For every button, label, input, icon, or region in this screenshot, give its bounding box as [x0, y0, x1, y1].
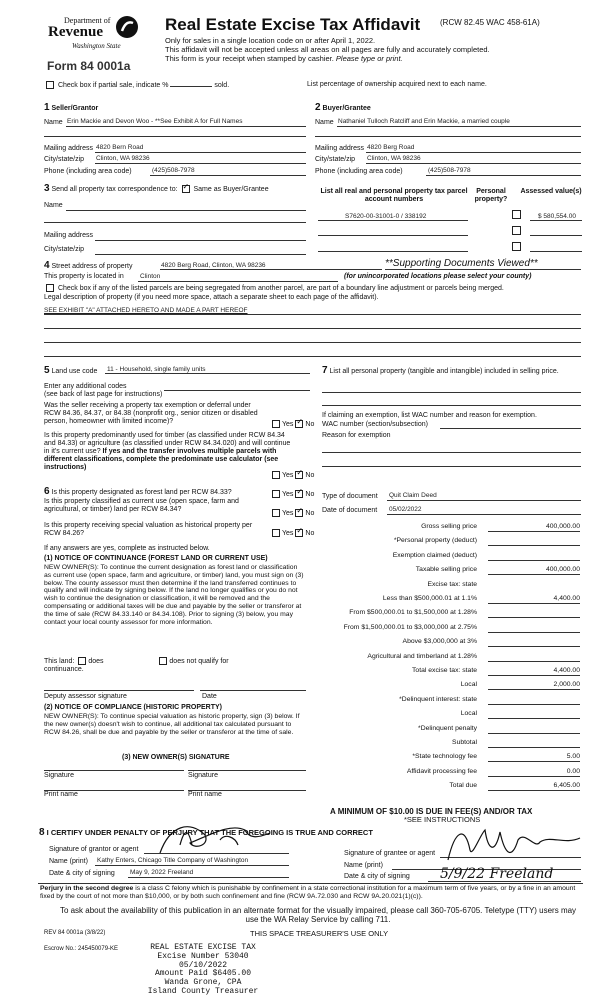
stamp-line-6: Island County Treasurer	[147, 986, 259, 996]
agency-line1: Department of	[64, 16, 111, 25]
grantee-name-label: Name (print)	[344, 862, 383, 869]
perjury-text: Perjury in the second degree is a class C felony which is punishable by confinement in a state correctional institution for a maximum term of five years, or by a fine in an amount fixed by the court of not more than $10,000, or by both such confinement and fine (RCW 9A.72.030 and RCW 9A.20.021(1)(c)).	[40, 885, 576, 900]
parcel-number[interactable]: S7620-00-31001-0 / 338192	[345, 213, 427, 220]
agency-line2: Revenue	[48, 24, 103, 40]
forest-q2-no-checkbox[interactable]	[295, 509, 303, 517]
continuance-text: NEW OWNER(S): To continue the current designation as forest land or classification as current use (open space, farm and agriculture, or timber) land, you must sign on (3) below. The county assessor must then determine if the land transferred continues to qualify and will indicate by signing below. If the land no longer qualifies or you do not wish to continue the designation or classification, it will be removed and the compensating or additional taxes will be due and payable by the seller or transferor at the time of sale (RCW 84.33.140 or 84.34.108). Prior to signing (3) below, you may contact your local county assessor for more information.	[44, 564, 304, 626]
forest-q1-yes-checkbox[interactable]	[272, 490, 280, 498]
stamp-line-1: REAL ESTATE EXCISE TAX	[150, 943, 256, 952]
owner-sig-label-1: Signature	[44, 772, 74, 779]
forest-q3-yesno: Yes✓ No	[270, 529, 314, 538]
personal-property-checkbox-2[interactable]	[512, 226, 521, 235]
tax-row-line	[488, 574, 580, 575]
does-qualify-checkbox[interactable]	[78, 657, 86, 665]
property-located[interactable]: Clinton	[140, 273, 161, 280]
street-row: 4 Street address of property	[44, 260, 133, 271]
seller-name-label: Name	[44, 119, 63, 126]
continuance-heading: (1) NOTICE OF CONTINUANCE (FOREST LAND OR CURRENT USE)	[44, 555, 268, 562]
tax-row-label: From $1,500,000.01 to $3,000,000 at 2.75%	[343, 623, 477, 631]
ownership-note: List percentage of ownership acquired next to each name.	[307, 81, 487, 88]
assessed-col-header: Assessed value(s)	[520, 188, 582, 195]
tax-row-value[interactable]: 2,000.00	[553, 681, 580, 689]
buyer-city-label: City/state/zip	[315, 156, 356, 163]
grantee-signature-icon	[440, 820, 590, 870]
owner-sig-label-2: Signature	[188, 772, 218, 779]
tax-row-label: Gross selling price	[421, 523, 477, 530]
seller-phone[interactable]: (425)508-7978	[152, 167, 195, 174]
land-use-code[interactable]: 11 - Household, single family units	[107, 366, 206, 373]
located-label: This property is located in	[44, 273, 124, 280]
assessed-value[interactable]: $ 580,554.00	[538, 213, 576, 220]
grantor-signature-icon	[150, 815, 290, 860]
tax-row-value[interactable]: 5.00	[566, 753, 580, 761]
seller-city[interactable]: Clinton, WA 98236	[96, 155, 150, 162]
tax-row-line	[488, 790, 580, 791]
tax-row-label: Taxable selling price	[415, 566, 477, 574]
agency-logo	[48, 14, 143, 59]
forest-q3: Is this property receiving special valuation as historical property per RCW 84.26?	[44, 522, 253, 538]
partial-sale-checkbox[interactable]	[46, 81, 54, 89]
legal-label: Legal description of property (if you need more space, attach a separate sheet to each page of the affidavit).	[44, 294, 379, 301]
doc-date-label: Date of document	[322, 507, 378, 514]
forest-q2: Is this property classified as current use (open space, farm and agricultural, or timber) land per RCW 84.34?	[44, 498, 239, 514]
notice-2: This affidavit will not be accepted unless all areas on all pages are fully and accurately completed.	[165, 45, 490, 54]
seller-heading: 1 Seller/Grantor	[44, 102, 99, 113]
parcel-col-header: List all real and personal property tax parcel account numbers	[320, 188, 468, 204]
deputy-sig-label: Deputy assessor signature	[44, 693, 127, 700]
land-q1-yesno: Yes✓ No	[270, 420, 314, 429]
new-owner-heading: (3) NEW OWNER(S) SIGNATURE	[122, 754, 230, 761]
this-land-row: This land: does does not qualify for	[44, 657, 229, 665]
tax-row-line	[488, 603, 580, 604]
agency-line3: Washington State	[72, 42, 121, 50]
partial-sale-row: Check box if partial sale, indicate % sold.	[44, 81, 229, 90]
doc-date[interactable]: 05/02/2022	[389, 506, 422, 513]
forest-q1-yesno: Yes✓ No	[270, 490, 314, 499]
stamp-line-3: 05/10/2022	[178, 960, 227, 970]
personal-col-header: Personal property?	[474, 188, 508, 204]
grantor-date[interactable]: May 9, 2022 Freeland	[130, 869, 194, 876]
alternate-format: To ask about the availability of this publication in an alternate format for the visually impaired, please call 360-705-6705. Teletype (TTY) users may use the WA Relay Service by calling 711.	[59, 906, 577, 925]
seller-phone-label: Phone (including area code)	[44, 168, 132, 175]
buyer-phone[interactable]: (425)508-7978	[428, 167, 471, 174]
tax-row-value[interactable]: 4,400.00	[553, 667, 580, 674]
tax-row-line	[488, 617, 580, 618]
buyer-name-label: Name	[315, 119, 334, 126]
doc-type[interactable]: Quit Claim Deed	[389, 492, 437, 499]
personal-property-checkbox-1[interactable]	[512, 210, 521, 219]
tax-row-line	[488, 776, 580, 777]
corr-city-label: City/state/zip	[44, 246, 85, 253]
supporting-docs: **Supporting Documents Viewed**	[385, 258, 538, 269]
land-q1: Was the seller receiving a property tax exemption or deferral under RCW 84.36, 84.37, or 84.38 (nonprofit org., senior citizen or disabled person, homeowner with limited income)?	[44, 402, 258, 426]
owner-print-label-1: Print name	[44, 791, 78, 798]
does-not-qualify-checkbox[interactable]	[159, 657, 167, 665]
tax-row-line	[488, 560, 580, 561]
seller-city-label: City/state/zip	[44, 156, 85, 163]
minimum-due: A MINIMUM OF $10.00 IS DUE IN FEE(S) AND/OR TAX	[330, 807, 533, 816]
buyer-heading: 2 Buyer/Grantee	[315, 102, 371, 113]
forest-q2-yes-checkbox[interactable]	[272, 509, 280, 517]
tax-row-line	[488, 718, 580, 719]
treasurer-stamp	[128, 944, 278, 997]
seller-name[interactable]: Erin Mackie and Devon Woo - **See Exhibit A for Full Names	[67, 118, 243, 125]
tax-row-label: Local	[460, 710, 477, 718]
land-use-row: 5 Land use code	[44, 365, 98, 376]
escrow-number: Escrow No.: 245450079-KE	[44, 946, 119, 952]
form-number: Form 84 0001a	[47, 59, 131, 73]
forest-q1: 6 Is this property designated as forest land per RCW 84.33?	[44, 486, 232, 497]
same-as-buyer-checkbox[interactable]	[182, 185, 190, 193]
buyer-phone-label: Phone (including area code)	[315, 168, 403, 175]
notice-3: This form is your receipt when stamped by cashier. Please type or print.	[165, 54, 403, 63]
tax-row-line	[488, 733, 580, 734]
tax-row-label: Total due	[449, 782, 477, 790]
additional-codes-note: (see back of last page for instructions)	[44, 391, 163, 398]
land-q2: Is this property predominantly used for timber (as classified under RCW 84.34 and 84.33) or agriculture (as classified under RCW 84.34.020) and will continue in it's current use? If yes and the transfer involves multiple parcels with different classifications, complete the predominate use calculator (see instructions)	[44, 432, 291, 472]
compliance-heading: (2) NOTICE OF COMPLIANCE (HISTORIC PROPERTY)	[44, 704, 222, 711]
stamp-line-2: Excise Number 53040	[157, 951, 249, 961]
tax-row-line	[488, 661, 580, 662]
legal-description[interactable]: SEE EXHIBIT "A" ATTACHED HERETO AND MADE A PART HEREOF	[44, 307, 248, 314]
grantee-sig-label: Signature of grantee or agent	[344, 850, 436, 857]
seller-mailing[interactable]: 4820 Bern Road	[96, 144, 144, 151]
grantor-sig-label: Signature of grantor or agent	[49, 846, 139, 853]
buyer-city[interactable]: Clinton, WA 98236	[367, 155, 421, 162]
property-street[interactable]: 4820 Berg Road, Clinton, WA 98236	[161, 262, 266, 269]
form-citation: (RCW 82.45 WAC 458-61A)	[440, 18, 540, 27]
tax-row-label: Total excise tax: state	[412, 667, 477, 674]
logo-mark-icon	[114, 14, 140, 40]
land-q2-yesno: Yes✓ No	[270, 471, 314, 480]
seller-mailing-label: Mailing address	[44, 145, 94, 152]
forest-q3-yes-checkbox[interactable]	[272, 529, 280, 537]
tax-row-label: *Delinquent penalty	[418, 724, 477, 732]
tax-row-line	[488, 646, 580, 647]
compliance-text: NEW OWNER(S): To continue special valuation as historic property, sign (3) below. If the new owner(s) doesn't wish to continue, all additional tax calculated pursuant to RCW 84.26, shall be due and payable by the seller or transferor at the time of sale.	[44, 713, 300, 736]
tax-row-value[interactable]: 4,400.00	[553, 595, 580, 602]
tax-row-label: Subtotal	[452, 739, 477, 746]
tax-row-value[interactable]: 400,000.00	[545, 523, 580, 530]
treasurer-note: THIS SPACE TREASURER'S USE ONLY	[250, 929, 389, 938]
deputy-date-label: Date	[202, 693, 217, 700]
tax-row-label: From $500,000.01 to $1,500,000 at 1.28%	[349, 609, 477, 617]
certify-heading: 8 I CERTIFY UNDER PENALTY OF PERJURY THAT THE FOREGOING IS TRUE AND CORRECT	[39, 827, 373, 838]
buyer-name[interactable]: Nathaniel Tulloch Ratcliff and Erin Mackie, a married couple	[338, 118, 510, 125]
buyer-mailing-label: Mailing address	[315, 145, 365, 152]
grantee-date-label: Date & city of signing	[344, 873, 410, 880]
tax-row-line	[488, 704, 580, 705]
stamp-line-4: Amount Paid $6405.00	[154, 969, 251, 979]
tax-row-value[interactable]: 0.00	[566, 767, 580, 775]
buyer-mailing[interactable]: 4820 Berg Road	[367, 144, 415, 151]
land-q1-yes-checkbox[interactable]	[272, 420, 280, 428]
grantor-date-label: Date & city of signing	[49, 870, 115, 877]
grantee-date[interactable]: 5/9/22 Freeland	[440, 866, 554, 882]
tax-row-line	[488, 675, 580, 676]
tax-computation-table	[322, 522, 582, 798]
tax-row-label: Exemption claimed (deduct)	[392, 551, 477, 559]
tax-row-label: Less than $500,000.01 at 1.1%	[382, 595, 477, 602]
tax-row-label: *Personal property (deduct)	[393, 537, 477, 545]
tax-row-line	[488, 545, 580, 546]
segregated-checkbox[interactable]	[46, 284, 54, 292]
doc-type-label: Type of document	[322, 493, 378, 500]
owner-print-label-2: Print name	[188, 791, 222, 798]
segregated-row: Check box if any of the listed parcels are being segregated from another parcel, are part of a boundary line adjustment or parcels being merged.	[44, 284, 584, 293]
forest-q1-no-checkbox[interactable]	[295, 490, 303, 498]
located-note: (for unincorporated locations please select your county)	[344, 273, 532, 280]
grantor-name-label: Name (print)	[49, 858, 88, 865]
tax-row-label: Excise tax: state	[427, 580, 477, 588]
additional-codes-label: Enter any additional codes	[44, 383, 127, 390]
land-q2-no-checkbox[interactable]	[295, 471, 303, 479]
tax-row-value[interactable]: 6,405.00	[553, 782, 580, 790]
land-q2-yes-checkbox[interactable]	[272, 471, 280, 479]
correspondence-row: 3 Send all property tax correspondence to: ✓ Same as Buyer/Grantee	[44, 183, 269, 195]
exemption-label: If claiming an exemption, list WAC number and reason for exemption.	[322, 412, 537, 419]
corr-mailing-label: Mailing address	[44, 232, 94, 239]
form-title: Real Estate Excise Tax Affidavit	[165, 15, 421, 34]
land-q1-no-checkbox[interactable]	[295, 420, 303, 428]
tax-row-line	[488, 531, 580, 532]
corr-name-label: Name	[44, 202, 63, 209]
tax-row-value[interactable]: 400,000.00	[545, 566, 580, 574]
tax-row-line	[488, 747, 580, 748]
forest-q3-no-checkbox[interactable]	[295, 529, 303, 537]
rev-number: REV 84 0001a (3/8/22)	[44, 930, 106, 936]
tax-row-line	[488, 632, 580, 633]
forest-if-yes: If any answers are yes, complete as instructed below.	[44, 545, 210, 552]
tax-row-label: Agricultural and timberland at 1.28%	[367, 652, 477, 660]
tax-row-label: Above $3,000,000 at 3%	[402, 638, 477, 646]
continuance-word: continuance.	[44, 666, 84, 673]
tax-row-label: *State technology fee	[412, 753, 477, 761]
tax-row-label: *Delinquent interest: state	[399, 695, 477, 703]
forest-q2-yesno: Yes✓ No	[270, 509, 314, 518]
wac-label: WAC number (section/subsection)	[322, 421, 428, 428]
personal-property-checkbox-3[interactable]	[512, 242, 521, 251]
tax-row-line	[488, 689, 580, 690]
notice-1: Only for sales in a single location code on or after April 1, 2022.	[165, 36, 376, 45]
tax-row-label: Affidavit processing fee	[406, 767, 477, 775]
tax-row-label: Local	[460, 681, 477, 689]
reason-label: Reason for exemption	[322, 432, 391, 439]
tax-row-line	[488, 761, 580, 762]
grantor-name[interactable]: Kathy Enters, Chicago Title Company of Washington	[97, 857, 249, 864]
see-instructions: *SEE INSTRUCTIONS	[404, 815, 481, 824]
personal-property-row: 7 List all personal property (tangible and intangible) included in selling price.	[322, 365, 559, 376]
stamp-line-5: Wanda Grone, CPA	[164, 978, 242, 988]
